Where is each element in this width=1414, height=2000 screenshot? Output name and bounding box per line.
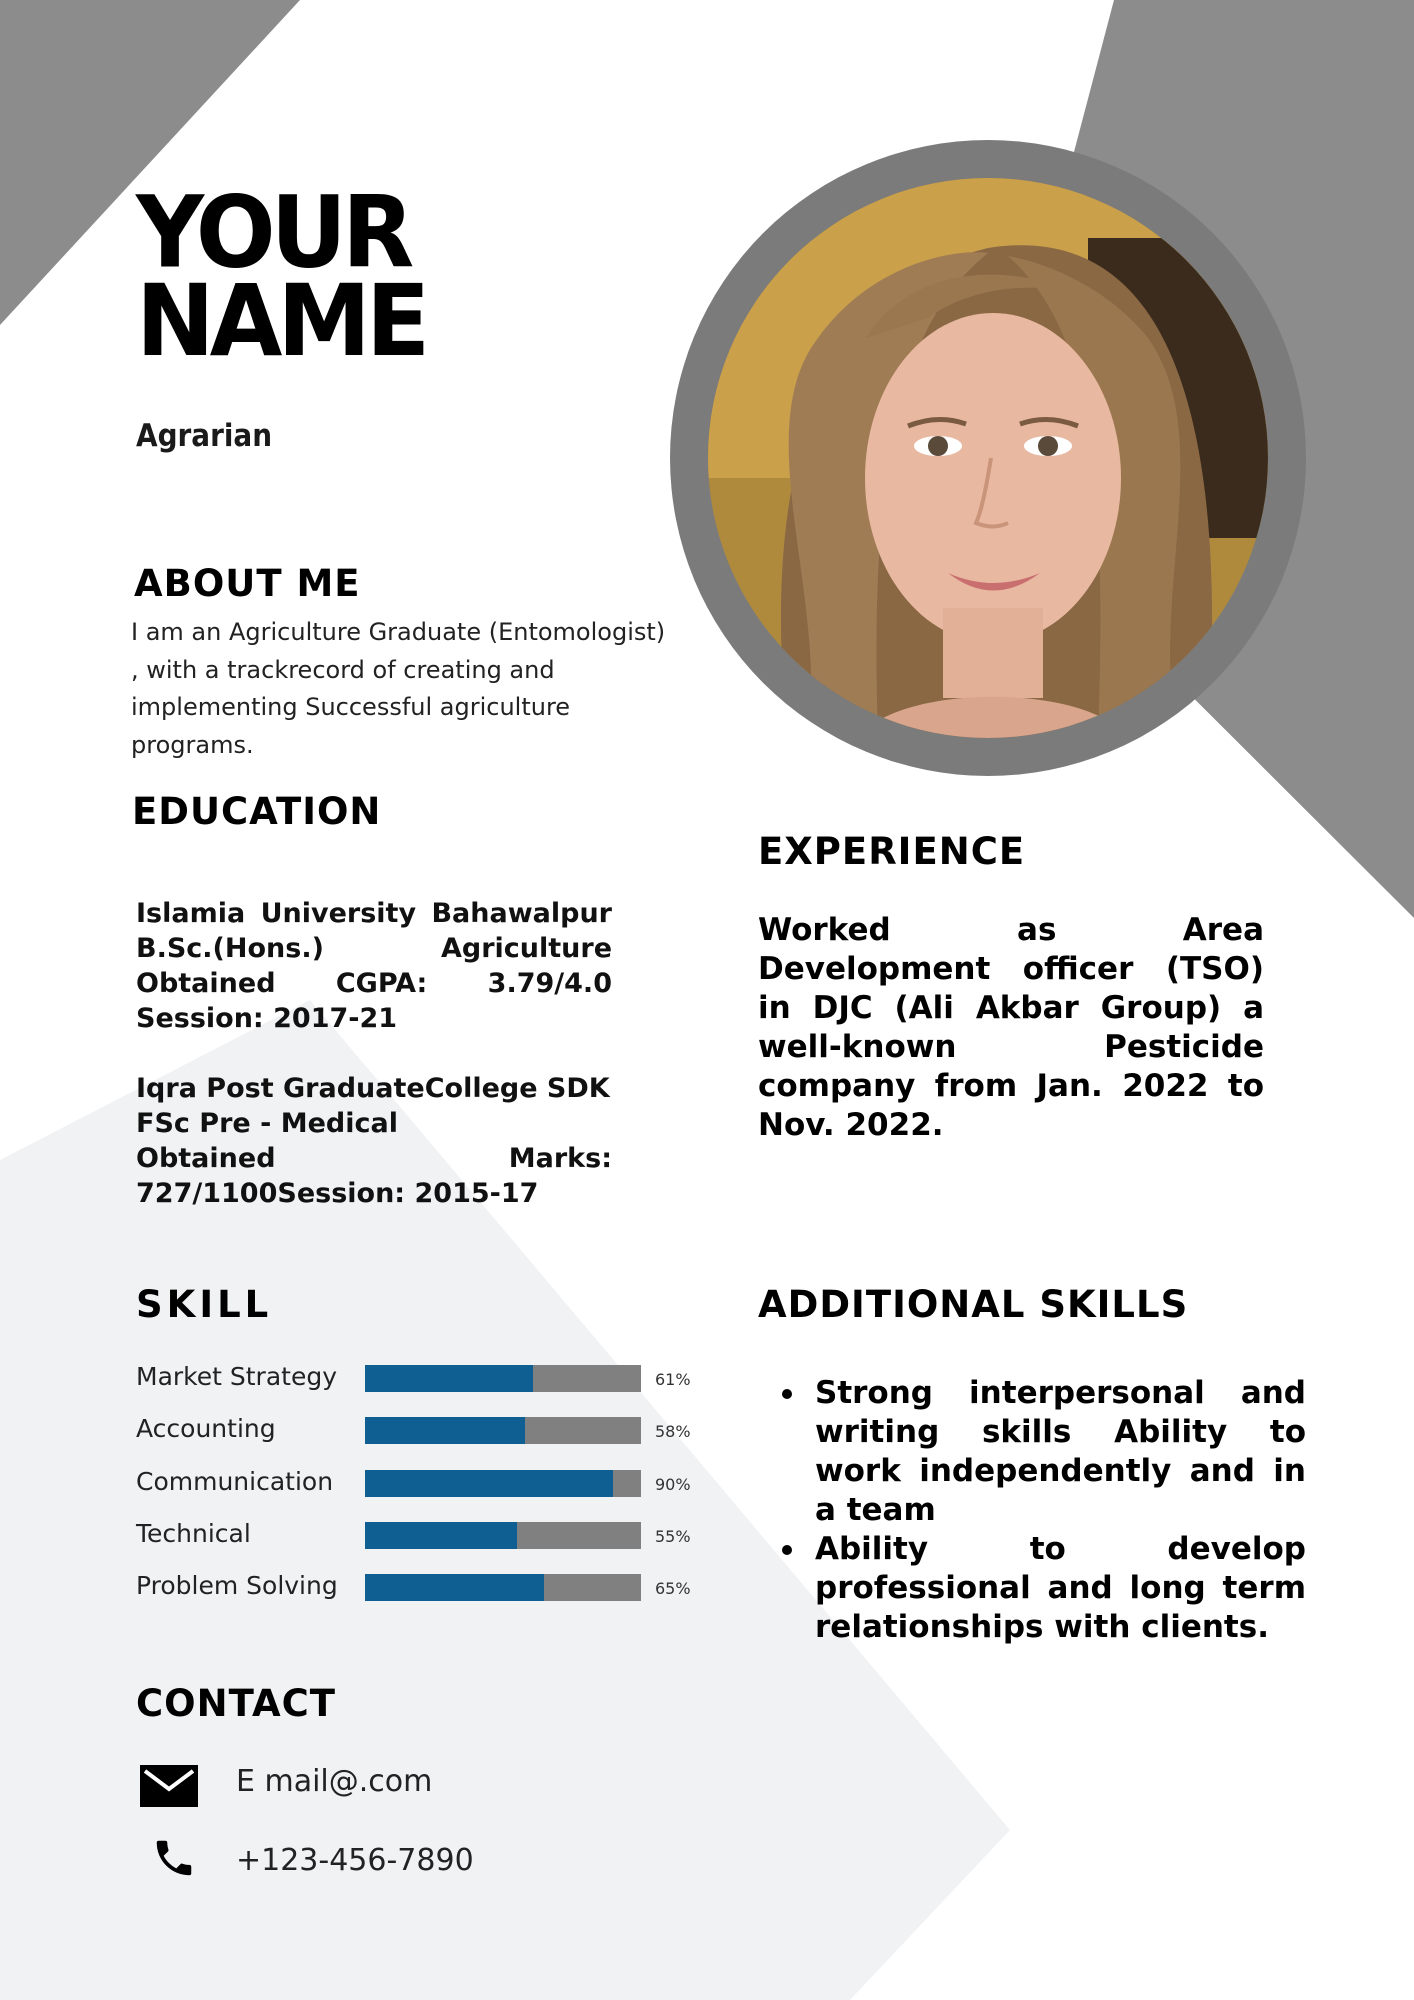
skill-bar [365,1365,641,1392]
edu-text: University [260,898,417,929]
bullet-icon [782,1545,792,1555]
skill-name: Problem Solving [136,1571,338,1600]
skill-bar [365,1417,641,1444]
portrait-illustration [708,178,1268,738]
envelope-icon [140,1765,198,1811]
skill-row [136,1362,696,1392]
edu-text: Agriculture [440,933,612,964]
phone-icon [151,1835,197,1885]
phone-text[interactable]: +123-456-7890 [236,1843,474,1878]
additional-skills-heading: ADDITIONAL SKILLS [758,1283,1189,1326]
education-list [136,896,612,1211]
skill-bar-fill [365,1574,544,1601]
skill-percent: 61% [655,1370,691,1389]
edu-text: Bahawalpur [431,898,612,929]
skill-heading: SKILL [136,1283,273,1326]
edu-text: B.Sc.(Hons.) [136,933,324,964]
skill-percent: 55% [655,1527,691,1546]
profile-photo [708,178,1268,738]
skill-bar [365,1522,641,1549]
edu-text: CGPA: [335,968,428,999]
edu-line: FSc Pre - Medical [136,1108,398,1139]
about-line: I am an Agriculture Graduate (Entomologist) [131,618,666,646]
skill-bar-fill [365,1522,517,1549]
skill-bar-fill [365,1470,613,1497]
skill-bar [365,1574,641,1601]
skill-row [136,1467,696,1497]
contact-heading: CONTACT [136,1682,336,1725]
additional-skill-item [770,1530,1306,1647]
name-line-2: NAME [136,264,426,379]
edu-line: Session: 2017-21 [136,1003,398,1034]
additional-skill-item [770,1374,1306,1530]
edu-line: 727/1100Session: 2015-17 [136,1178,539,1209]
skill-row [136,1414,696,1444]
experience-text: Worked as Area Development officer (TSO) in DJC (Ali Akbar Group) a well-known Pesticide company from Jan. 2022 to Nov. 2022. [758,912,1264,1143]
role-title: Agrarian [136,418,273,454]
skill-percent: 65% [655,1579,691,1598]
education-heading: EDUCATION [132,790,382,833]
additional-skill-text: Ability to develop professional and long term relationships with clients. [815,1531,1306,1645]
name-heading [136,176,426,379]
about-line: , with a trackrecord of creating and [131,655,555,684]
edu-line [136,966,612,1001]
edu-text: Obtained [136,1143,276,1174]
additional-skill-text: Strong interpersonal and writing skills Ability to work independently and in a team [815,1375,1306,1528]
edu-line [136,931,612,966]
skill-percent: 58% [655,1422,691,1441]
skill-name: Technical [136,1519,251,1548]
edu-text: Islamia [136,898,246,929]
bullet-icon [782,1389,792,1399]
skill-percent: 90% [655,1475,691,1494]
skill-row [136,1571,696,1601]
edu-text: 3.79/4.0 [487,968,612,999]
email-text[interactable]: E mail@.com [236,1764,433,1799]
edu-text: Obtained [136,968,276,999]
additional-skills-list [770,1374,1306,1647]
about-text [131,614,691,764]
skill-bar-fill [365,1365,533,1392]
skill-name: Market Strategy [136,1362,338,1391]
skill-row [136,1519,696,1549]
about-heading: ABOUT ME [134,562,361,605]
edu-line: Iqra Post GraduateCollege SDK [136,1073,610,1104]
about-line: implementing Successful agriculture [131,693,571,721]
edu-text: Marks: [508,1143,612,1174]
about-line: programs. [131,730,254,759]
skill-name: Accounting [136,1414,276,1443]
skill-bar [365,1470,641,1497]
name-line-1: YOUR [136,176,410,291]
edu-line [136,896,612,931]
edu-line [136,1141,612,1176]
skill-name: Communication [136,1467,334,1496]
skill-bar-fill [365,1417,525,1444]
experience-heading: EXPERIENCE [758,830,1026,873]
